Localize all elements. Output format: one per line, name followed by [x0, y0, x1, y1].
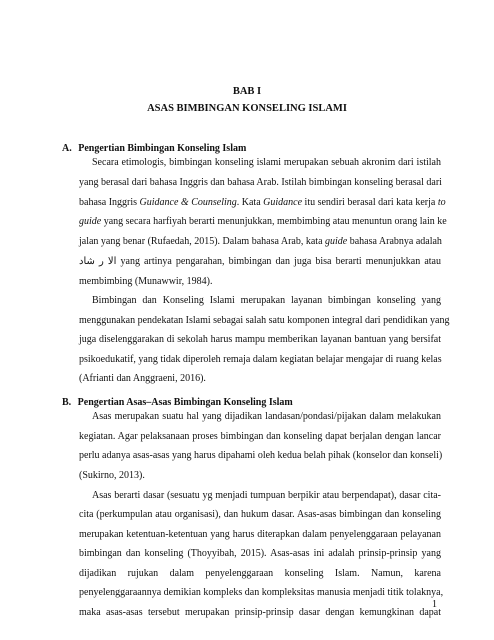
text-line: Secara etimologis, bimbingan konseling islami merupakan sebuah akronim dari istilah — [92, 157, 441, 168]
section-letter: A. — [62, 143, 72, 154]
text-line: kegiatan. Agar pelaksanaan proses bimbingan dan konseling dapat berjalan dengan lancar — [79, 431, 441, 442]
section-a-heading — [62, 143, 246, 155]
text-line: bahasa Inggris Guidance & Counseling. Kata Guidance itu sendiri berasal dari kata kerja to — [79, 197, 446, 208]
text-line: yang berasal dari bahasa Inggris dan bahasa Arab. Istilah bimbingan konseling berasal dari — [79, 177, 442, 188]
text-line: perlu adanya asas-asas yang harus dipahami oleh kedua belah pihak (konselor dan konseli) — [79, 450, 443, 461]
section-title: Pengertian Asas–Asas Bimbingan Konseling Islam — [77, 397, 293, 408]
text-line: menggunakan pendekatan Islami sebagai salah satu komponen integral dari pendidikan yang — [79, 315, 450, 326]
text-line: bimbingan dan konseling (Thoyyibah, 2015). Asas-asas ini adalah prinsip-prinsip yang — [79, 548, 441, 559]
text-line: الا ر شاد yang artinya pengarahan, bimbingan dan juga bisa berarti menunjukkan atau — [79, 256, 441, 267]
text-line: Asas merupakan suatu hal yang dijadikan landasan/pondasi/pijakan dalam melakukan — [92, 411, 441, 422]
text-line: Bimbingan dan Konseling Islami merupakan layanan bimbingan konseling yang — [92, 295, 441, 306]
text-line: merupakan ketentuan-ketentuan yang harus diterapkan dalam penyelenggaraan pelayanan — [79, 529, 441, 540]
text-line: guide yang secara harfiyah berarti menunjukkan, membimbing atau menuntun orang lain ke — [79, 216, 447, 227]
text-line: membimbing (Munawwir, 1984). — [79, 276, 213, 287]
text-line: (Afrianti dan Anggraeni, 2016). — [79, 373, 206, 384]
page-number: 1 — [432, 599, 437, 610]
text-line: psikoedukatif, yang tidak diperoleh remaja dalam kegiatan belajar mengajar di ruang kelas — [79, 354, 442, 365]
section-letter: B. — [62, 397, 72, 408]
text-line: maka asas-asas tersebut merupakan prinsip-prinsip dasar dengan kemungkinan dapat — [79, 607, 441, 618]
text-line: (Sukirno, 2013). — [79, 470, 145, 481]
text-line: dijadikan rujukan dalam penyelenggaraan konseling Islam. Namun, karena — [79, 568, 441, 579]
text-line: Asas berarti dasar (sesuatu yg menjadi tumpuan berpikir atau berpendapat), dasar cita- — [92, 490, 441, 501]
text-line: cita (perkumpulan atau organisasi), dan hukum dasar. Asas-asas bimbingan dan konseling — [79, 509, 441, 520]
chapter-title: ASAS BIMBINGAN KONSELING ISLAMI — [147, 103, 347, 114]
text-line: juga diselenggarakan di sekolah harus mampu memberikan layanan bantuan yang bersifat — [79, 334, 441, 345]
section-title: Pengertian Bimbingan Konseling Islam — [78, 143, 247, 154]
section-b-heading — [62, 397, 293, 409]
chapter-number: BAB I — [232, 86, 262, 97]
text-line: jalan yang benar (Rufaedah, 2015). Dalam bahasa Arab, kata guide bahasa Arabnya adalah — [79, 236, 442, 247]
text-line: penyelenggaraannya demikian kompleks dan kompleksitas manusia menjadi titik tolaknya, — [79, 587, 444, 598]
